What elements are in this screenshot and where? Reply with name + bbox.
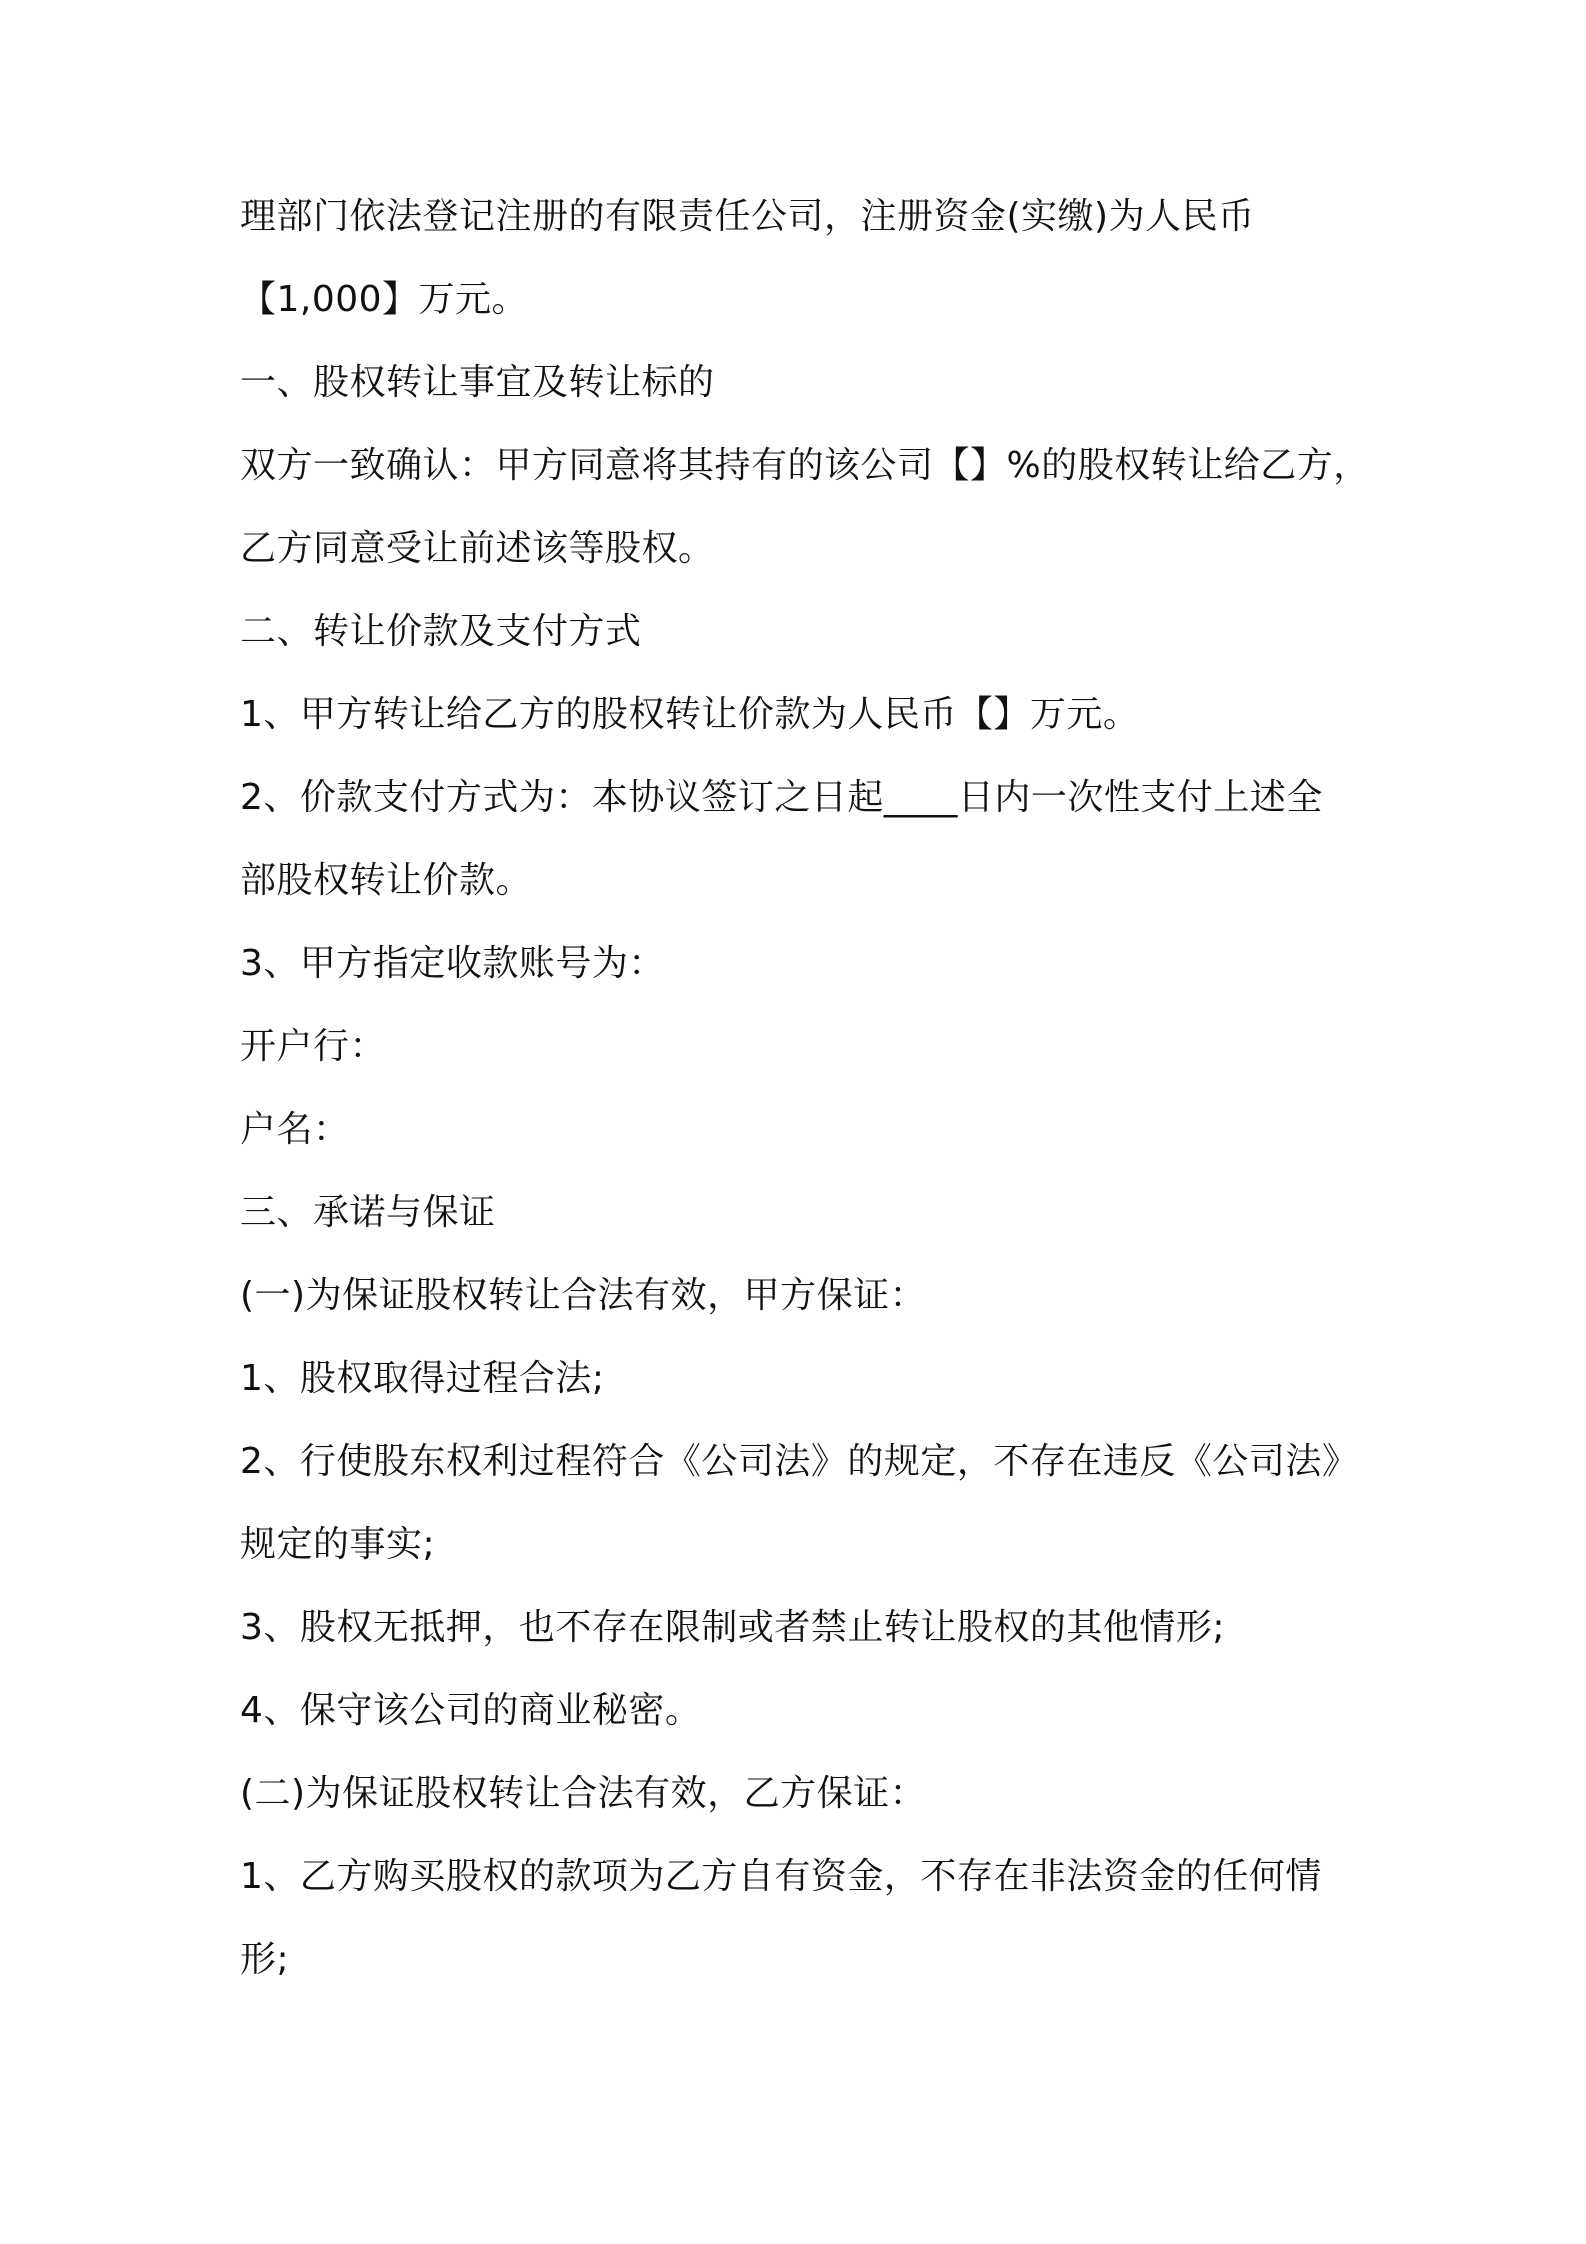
text-line: 规定的事实; <box>240 1524 436 1565</box>
text-line: 部股权转让价款。 <box>240 860 533 901</box>
section-heading: 三、承诺与保证 <box>240 1192 496 1233</box>
text-line: 4、保守该公司的商业秘密。 <box>240 1690 702 1731</box>
text-line: 理部门依法登记注册的有限责任公司，注册资金(实缴)为人民币 <box>240 196 1255 237</box>
subsection-heading: (二)为保证股权转让合法有效，乙方保证： <box>240 1773 927 1814</box>
text-line: 1、乙方购买股权的款项为乙方自有资金，不存在非法资金的任何情 <box>240 1856 1322 1897</box>
text-line: 3、甲方指定收款账号为： <box>240 943 665 984</box>
text-line: 形; <box>240 1939 290 1980</box>
text-line: 1、股权取得过程合法; <box>240 1358 605 1399</box>
text-line: 1、甲方转让给乙方的股权转让价款为人民币【】万元。 <box>240 694 1140 735</box>
section-heading: 二、转让价款及支付方式 <box>240 611 642 652</box>
text-line: 乙方同意受让前述该等股权。 <box>240 528 715 569</box>
text-line: 双方一致确认：甲方同意将其持有的该公司【】%的股权转让给乙方， <box>240 445 1370 486</box>
text-line: 2、行使股东权利过程符合《公司法》的规定，不存在违反《公司法》 <box>240 1441 1359 1482</box>
document-body <box>240 196 1370 2022</box>
text-line: 户名： <box>240 1109 350 1150</box>
text-line: 2、价款支付方式为：本协议签订之日起____日内一次性支付上述全 <box>240 777 1323 818</box>
text-line: 【1,000】万元。 <box>240 279 529 320</box>
subsection-heading: (一)为保证股权转让合法有效，甲方保证： <box>240 1275 927 1316</box>
section-heading: 一、股权转让事宜及转让标的 <box>240 362 715 403</box>
text-line: 开户行： <box>240 1026 387 1067</box>
text-line: 3、股权无抵押，也不存在限制或者禁止转让股权的其他情形; <box>240 1607 1226 1648</box>
